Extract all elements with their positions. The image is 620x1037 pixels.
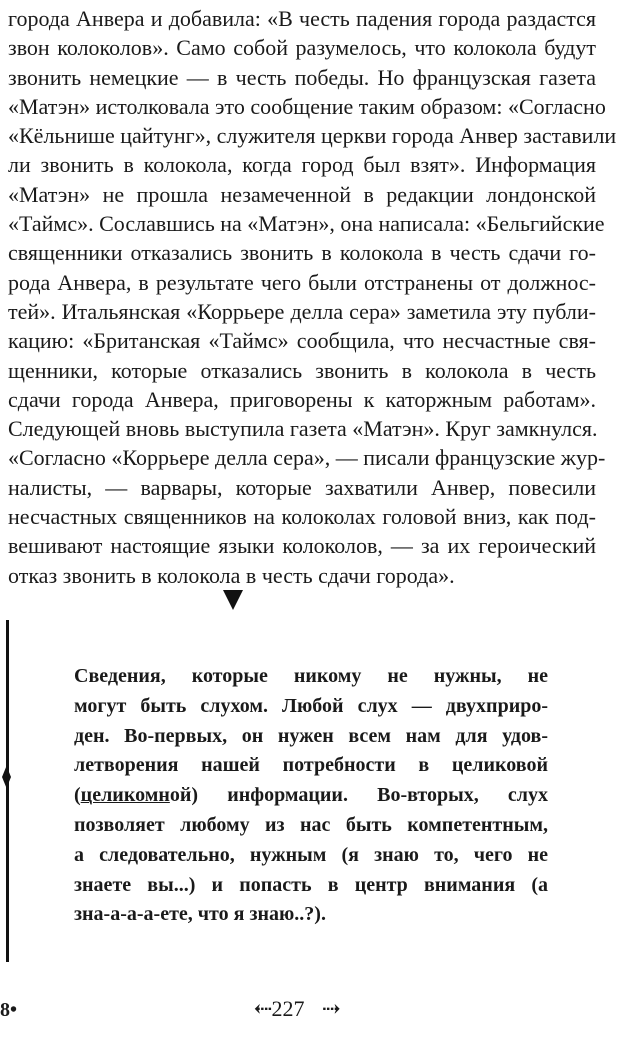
text-line: «Кёльнише цайтунг», служителя церкви города Анвер заставили: [8, 123, 617, 149]
callout-line: летворения нашей потребности в целиковой: [74, 754, 548, 777]
page-footer: [0, 994, 620, 1024]
text-line: «Согласно «Коррьере делла сера», — писали французские жур-: [8, 445, 606, 471]
main-text-block: [8, 4, 617, 590]
text-line: сдачи города Анвера, приговорены к каторжным работам».: [8, 386, 596, 412]
callout-line-rest: ой) информации. Во-вторых, слух: [169, 784, 548, 807]
text-line: «Матэн» истолковала это сообщение таким образом: «Согласно: [8, 93, 606, 119]
diamond-icon: [2, 766, 11, 788]
arrow-right-icon: ⇢: [322, 996, 341, 1021]
text-line: вешивают настоящие языки колоколов, — за их героический: [8, 533, 596, 559]
text-line: кацию: «Британская «Таймс» сообщила, что несчастные свя-: [8, 328, 596, 354]
callout-line: ден. Во-первых, он нужен всем нам для удов-: [74, 724, 548, 747]
text-line: рода Анвера, в результате чего были отстранены от должнос-: [8, 269, 596, 295]
text-line: налисты, — варвары, которые захватили Анвер, повесили: [8, 474, 596, 500]
text-line-last: отказ звонить в колокола в честь сдачи города».: [8, 562, 455, 588]
callout-paren: (: [74, 784, 81, 807]
text-line: «Таймс». Сославшись на «Матэн», она написала: «Бельгийские: [8, 211, 605, 237]
callout-line: могут быть слухом. Любой слух — двухприро-: [74, 694, 548, 717]
page-number: 227: [271, 996, 305, 1021]
corner-mark: 8•: [0, 999, 18, 1021]
text-line: несчастных священников на колоколах головой вниз, как под-: [8, 504, 596, 530]
callout-line: а следовательно, нужным (я знаю то, чего не: [74, 843, 548, 866]
text-line: щенники, которые отказались звонить в колокола в честь: [8, 357, 596, 383]
text-line: города Анвера и добавила: «В честь падения города раздастся: [8, 6, 596, 31]
text-line: звонить немецкие — в честь победы. Но французская газета: [8, 64, 596, 90]
text-line: «Матэн» не прошла незамеченной в редакции лондонской: [8, 181, 596, 207]
callout-line: Сведения, которые никому не нужны, не: [74, 665, 548, 687]
text-line: звон колоколов». Само собой разумелось, что колокола будут: [8, 35, 596, 61]
callout-line: знаете вы...) и попасть в центр внимания (а: [74, 873, 548, 896]
triangle-down-icon: [223, 590, 243, 610]
underlined-word: целикомн: [80, 784, 170, 807]
callout-line-last: зна-а-а-а-ете, что я знаю..?).: [74, 903, 326, 926]
arrow-left-icon: ⇠: [254, 996, 273, 1021]
text-line: Следующей вновь выступила газета «Матэн». Круг замкнулся.: [8, 416, 598, 442]
callout-line: позволяет любому из нас быть компетентным,: [74, 813, 548, 836]
callout-block: [74, 662, 548, 930]
text-line: ли звонить в колокола, когда город был взят». Информация: [8, 152, 596, 178]
text-line: священники отказались звонить в колокола в честь сдачи го-: [8, 240, 596, 266]
callout-line-underlined: [74, 781, 548, 811]
text-line: тей». Итальянская «Коррьере делла сера» заметила эту публи-: [8, 298, 596, 324]
margin-rule: [6, 620, 9, 962]
